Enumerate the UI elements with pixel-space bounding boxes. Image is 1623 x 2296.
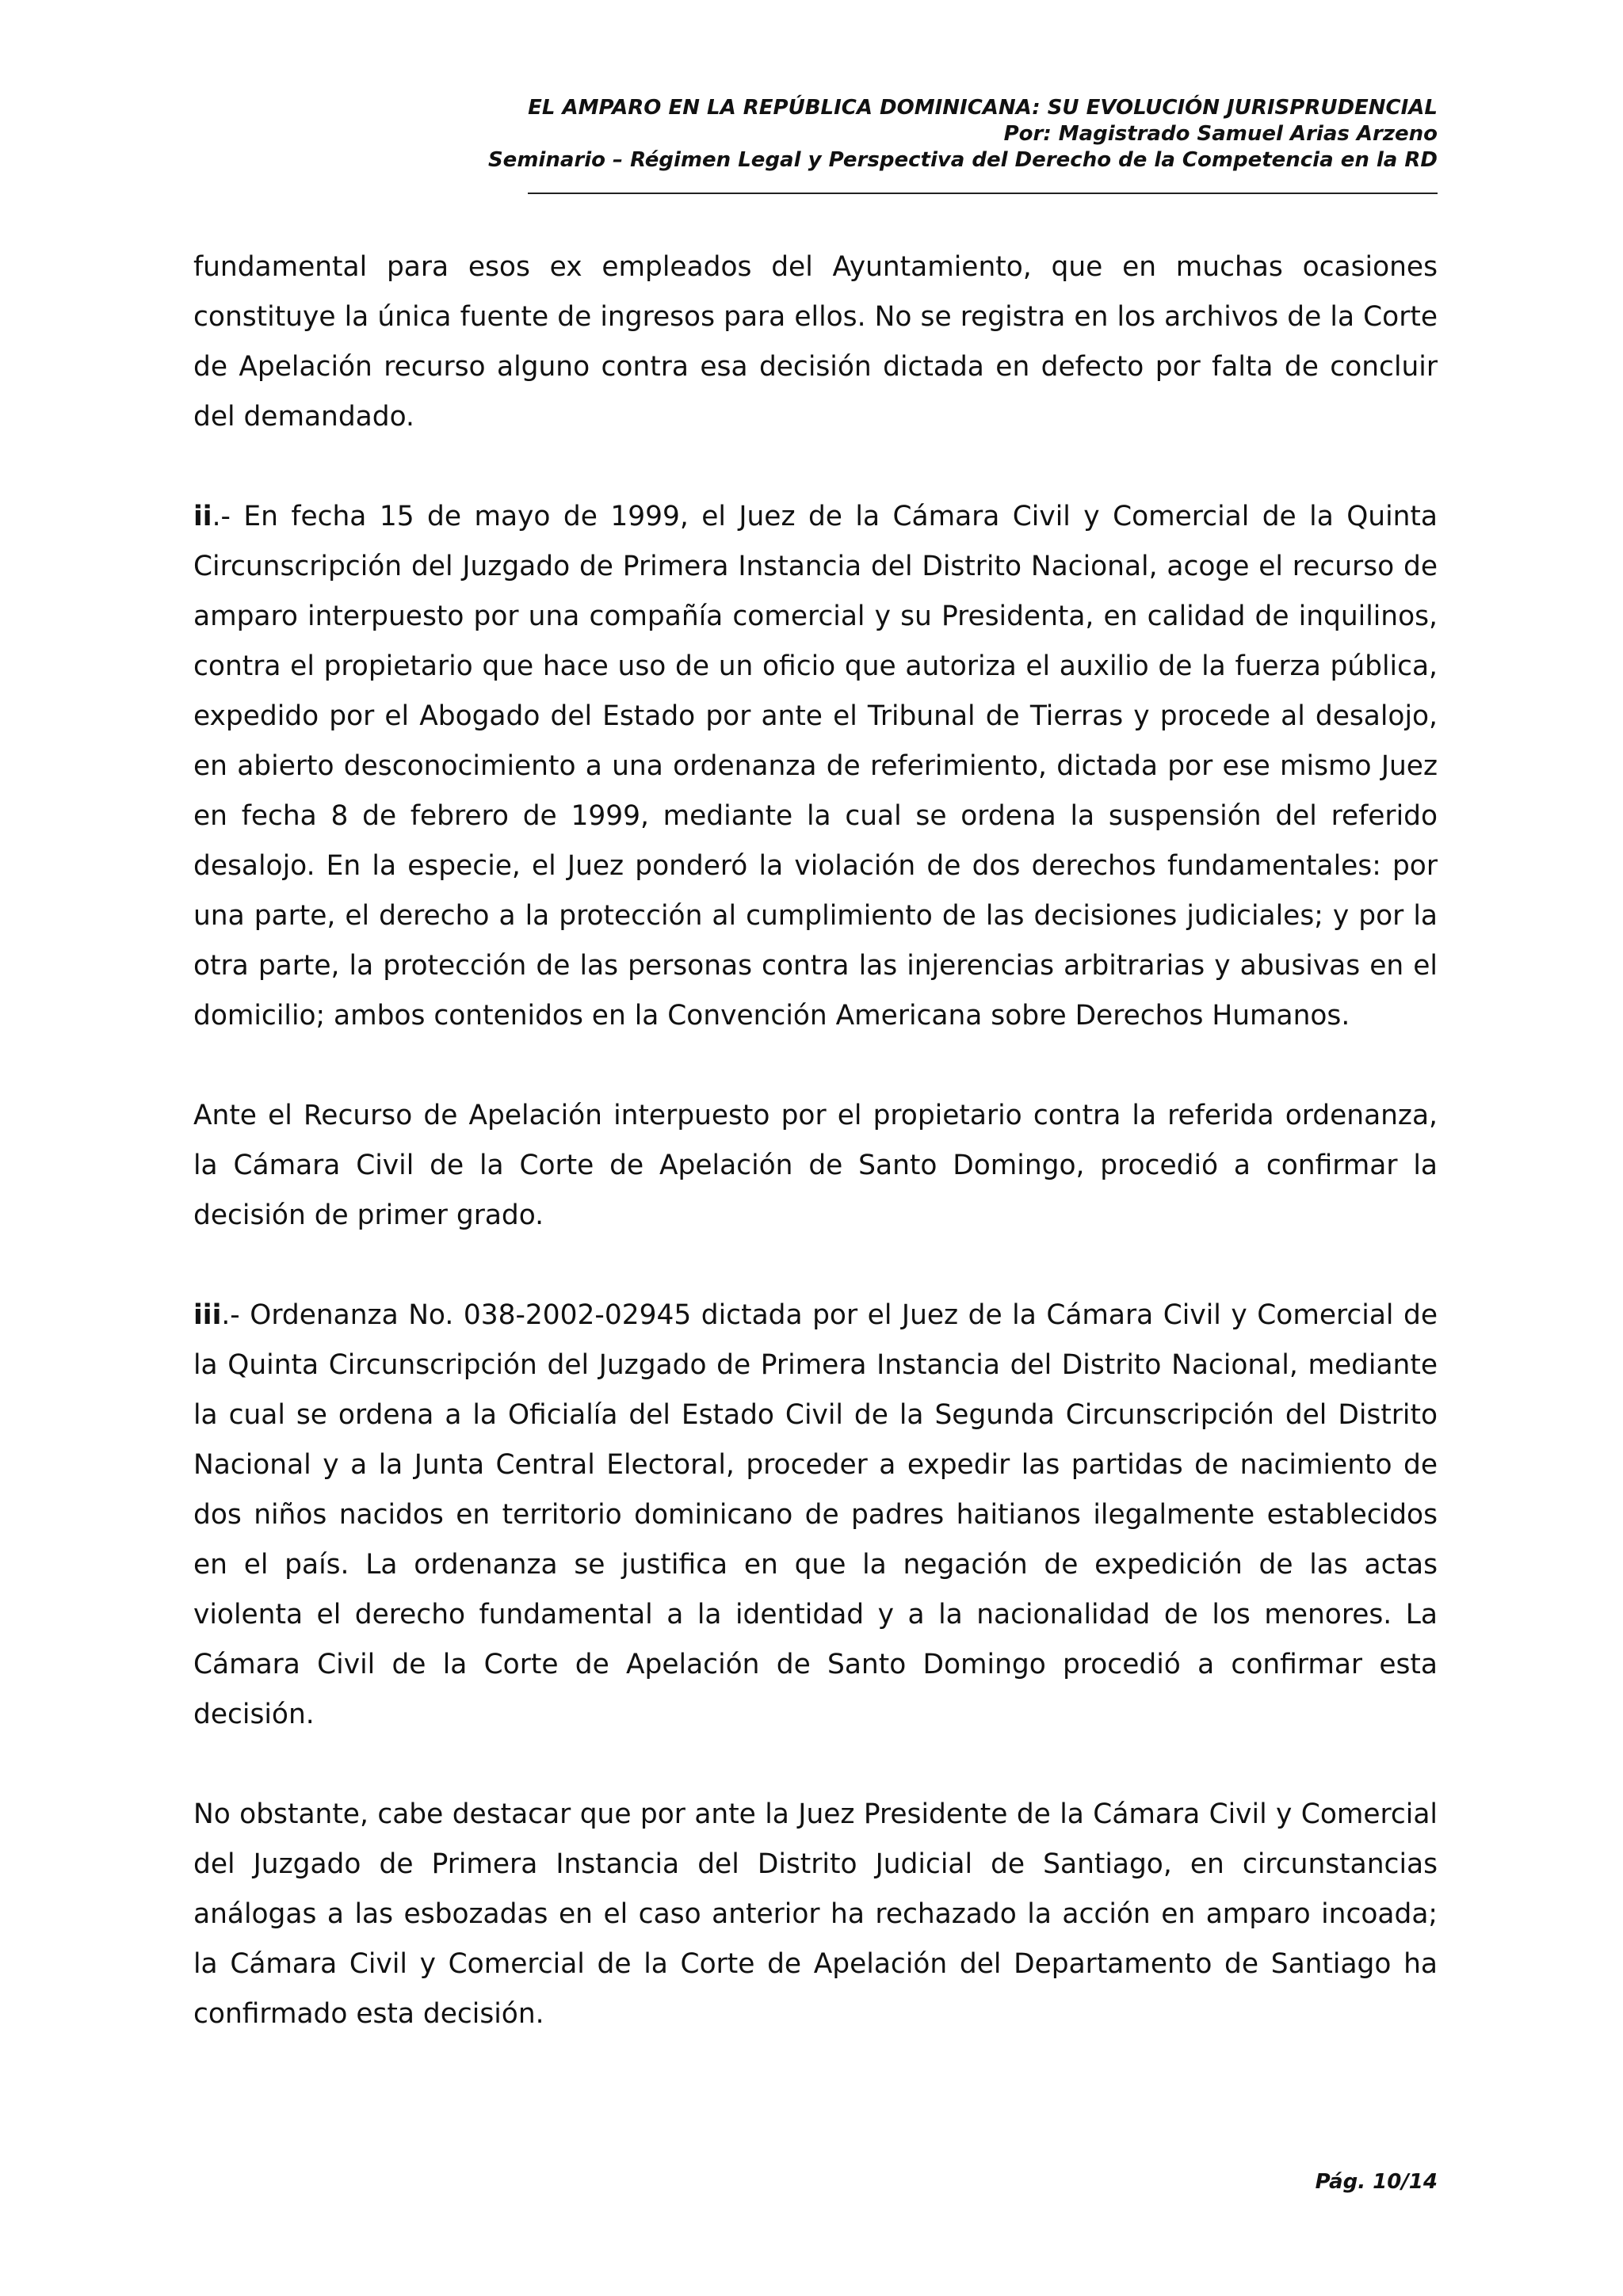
header-author: Por: Magistrado Samuel Arias Arzeno xyxy=(1003,122,1438,146)
paragraph-4-text: .- Ordenanza No. 038-2002-02945 dictada por el Juez de la Cámara Civil y Comercial de la Quinta Circunscripción del Juzgado de Primera Instancia del Distrito Nacional, mediante la cual se ordena a la Oficialía del Estado Civil de la Segunda Circunscripción del Distrito Nacional y a la Junta Central Electoral, proceder a expedir las partidas de nacimiento de dos niños nacidos en territorio dominicano de padres haitianos ilegalmente establecidos en el país. La ordenanza se justifica en que la negación de expedición de las actas violenta el derecho fundamental a la identidad y a la nacionalidad de los menores. La Cámara Civil de la Corte de Apelación de Santo Domingo procedió a confirmar esta decisión. xyxy=(193,1299,1438,1730)
running-header xyxy=(193,95,1438,174)
document-body xyxy=(193,242,1438,2089)
paragraph-2-text: .- En fecha 15 de mayo de 1999, el Juez de la Cámara Civil y Comercial de la Quinta Circunscripción del Juzgado de Primera Instancia del Distrito Nacional, acoge el recurso de amparo interpuesto por una compañía comercial y su Presidenta, en calidad de inquilinos, contra el propietario que hace uso de un oficio que autoriza el auxilio de la fuerza pública, expedido por el Abogado del Estado por ante el Tribunal de Tierras y procede al desalojo, en abierto desconocimiento a una ordenanza de referimiento, dictada por ese mismo Juez en fecha 8 de febrero de 1999, mediante la cual se ordena la suspensión del referido desalojo. En la especie, el Juez ponderó la violación de dos derechos fundamentales: por una parte, el derecho a la protección al cumplimiento de las decisiones judiciales; y por la otra parte, la protección de las personas contra las injerencias arbitrarias y abusivas en el domicilio; ambos contenidos en la Convención Americana sobre Derechos Humanos. xyxy=(193,501,1438,1032)
item-marker-iii: iii xyxy=(193,1299,222,1331)
paragraph-4 xyxy=(193,1291,1438,1740)
paragraph-3: Ante el Recurso de Apelación interpuesto por el propietario contra la referida ordenanza, la Cámara Civil de la Corte de Apelación de Santo Domingo, procedió a confirmar la decisión de primer grado. xyxy=(193,1100,1438,1231)
paragraph-1: fundamental para esos ex empleados del Ayuntamiento, que en muchas ocasiones constituye la única fuente de ingresos para ellos. No se registra en los archivos de la Corte de Apelación recurso alguno contra esa decisión dictada en defecto por falta de concluir del demandado. xyxy=(193,251,1438,433)
header-divider xyxy=(528,193,1438,194)
header-title: EL AMPARO EN LA REPÚBLICA DOMINICANA: SU EVOLUCIÓN JURISPRUDENCIAL xyxy=(528,96,1438,120)
paragraph-5: No obstante, cabe destacar que por ante la Juez Presidente de la Cámara Civil y Comercial del Juzgado de Primera Instancia del Distrito Judicial de Santiago, en circunstancias análogas a las esbozadas en el caso anterior ha rechazado la acción en amparo incoada; la Cámara Civil y Comercial de la Corte de Apelación del Departamento de Santiago ha confirmado esta decisión. xyxy=(193,1798,1438,2030)
header-seminar: Seminario – Régimen Legal y Perspectiva del Derecho de la Competencia en la RD xyxy=(487,148,1438,172)
page-number: Pág. 10/14 xyxy=(1315,2170,1438,2194)
item-marker-ii: ii xyxy=(193,501,212,532)
paragraph-2 xyxy=(193,492,1438,1041)
